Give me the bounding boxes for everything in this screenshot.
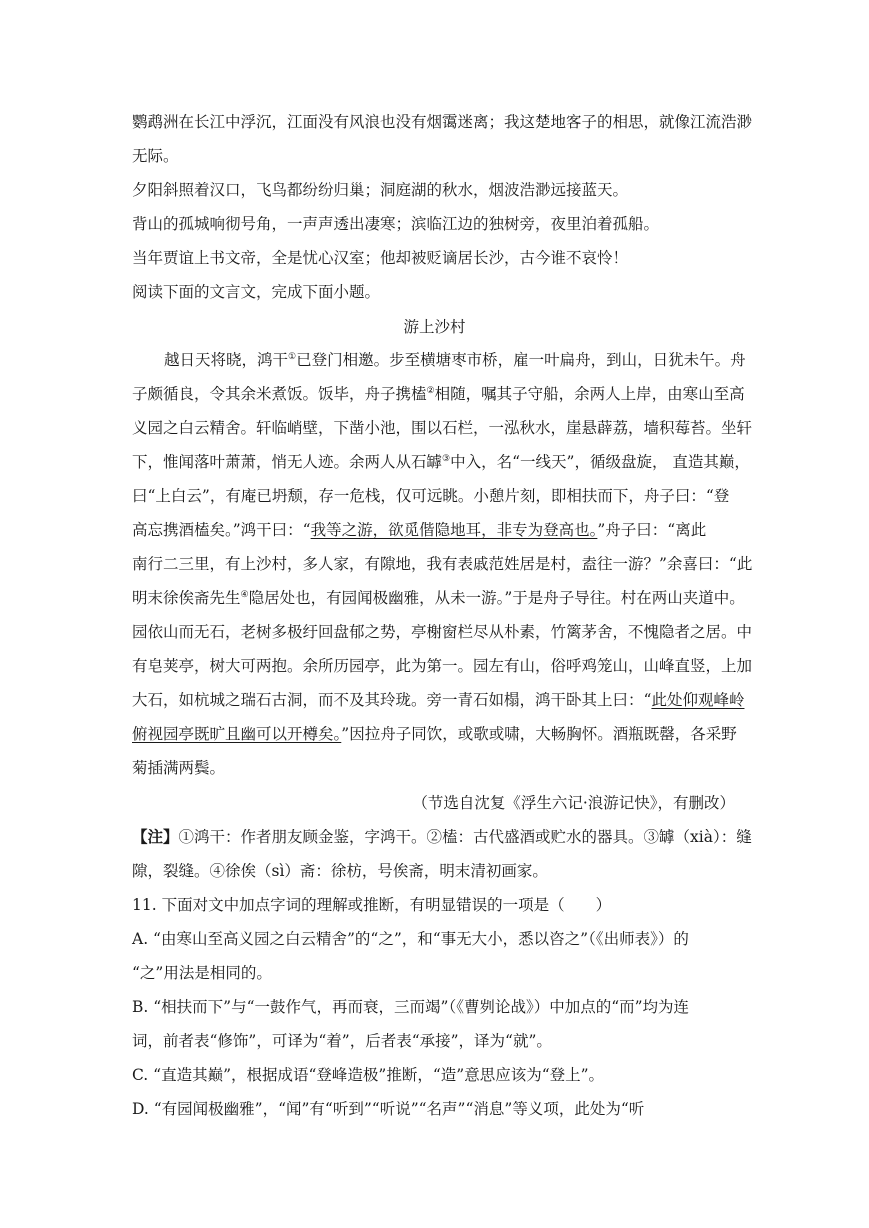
underlined-sentence: 我等之游，欲觅偕隐地耳，非专为登高也。 [310, 521, 598, 539]
essay-line: 子颇循良，令其余米煮饭。饭毕，舟子携榼②相随，嘱其子守船，余两人上岸，由寒山至高 [132, 385, 745, 403]
essay-line: 明末徐俟斋先生④隐居处也，有园闻极幽雅，从未一游。”于是舟子导往。村在两山夹道中。 [132, 589, 745, 607]
note-marker: ③ [442, 453, 451, 464]
essay-line: 有皂荚亭，树大可两抱。余所历园亭，此为第一。园左有山，俗呼鸡笼山，山峰直竖，上加 [132, 657, 753, 675]
essay-line: 高忘携酒榼矣。”鸿干曰：“我等之游，欲觅偕隐地耳，非专为登高也。”舟子曰：“离此 [132, 521, 707, 539]
notes-line: 【注】①鸿干：作者朋友顾金鉴，字鸿干。②榼：古代盛酒或贮水的器具。③罅（xià）：缝 [132, 827, 752, 846]
note-marker: ① [288, 351, 297, 362]
notes-label: 【注】 [132, 827, 179, 846]
note-marker: ② [426, 385, 435, 396]
option-a: A. “由寒山至高义园之白云精舍”的“之”，和“事无大小，悉以咨之”（《出师表》）的 [132, 930, 689, 948]
source-citation: （节选自沈复《浮生六记·浪游记快》，有删改） [412, 794, 735, 812]
essay-line: 下，惟闻落叶萧萧，悄无人迹。余两人从石罅③中入，名“一线天”，循级盘旋， 直造其巅， [132, 453, 750, 471]
essay-line: 义园之白云精舍。轩临峭壁，下凿小池，围以石栏，一泓秋水，崖悬薜荔，墙积莓苔。坐轩 [132, 419, 753, 437]
option-b: B. “相扶而下”与“一鼓作气，再而衰，三而竭”（《曹刿论战》）中加点的“而”均为连 [132, 998, 690, 1016]
option-d: D. “有园闻极幽雅”，“闻”有“听到”“听说”“名声”“消息”等义项，此处为“听 [132, 1100, 645, 1118]
essay-line: 俯视园亭既旷且幽可以开樽矣。”因拉舟子同饮，或歌或啸，大畅胸怀。酒瓶既罄，各采野 [132, 725, 737, 743]
essay-line: 菊插满两鬓。 [132, 759, 226, 777]
translation-line: 当年贾谊上书文帝，全是忧心汉室；他却被贬谪居长沙，古今谁不哀怜！ [132, 249, 629, 267]
notes-line: 隙，裂缝。④徐俟（sì）斋：徐枋，号俟斋，明末清初画家。 [132, 862, 548, 880]
underlined-sentence: 此处仰观峰岭 [651, 691, 745, 709]
option-b-cont: 词，前者表“修饰”，可译为“着”，后者表“承接”，译为“就”。 [132, 1032, 552, 1050]
option-c: C. “直造其巅”，根据成语“登峰造极”推断，“造”意思应该为“登上”。 [132, 1066, 605, 1084]
option-a-cont: “之”用法是相同的。 [132, 964, 272, 982]
instruction-text: 阅读下面的文言文，完成下面小题。 [132, 283, 381, 301]
translation-line: 夕阳斜照着汉口，飞鸟都纷纷归巢；洞庭湖的秋水，烟波浩渺远接蓝天。 [132, 181, 629, 199]
essay-line: 南行二三里，有上沙村，多人家，有隙地，我有表戚范姓居是村，盍往一游？”余喜曰：“此 [132, 555, 753, 573]
essay-title: 游上沙村 [403, 318, 466, 336]
translation-line: 鹦鹉洲在长江中浮沉，江面没有风浪也没有烟霭迷离；我这楚地客子的相思，就像江流浩渺 [132, 113, 753, 131]
essay-line: 越日天将晓，鸿干①已登门相邀。步至横塘枣市桥，雇一叶扁舟，到山，日犹未午。舟 [164, 351, 746, 369]
translation-line: 背山的孤城响彻号角，一声声透出凄寒；滨临江边的独树旁，夜里泊着孤船。 [132, 215, 660, 233]
essay-line: 园依山而无石，老树多极纡回盘郁之势，亭榭窗栏尽从朴素，竹篱茅舍，不愧隐者之居。中 [132, 623, 753, 641]
translation-line: 无际。 [132, 147, 179, 165]
essay-line: 大石，如杭城之瑞石古洞，而不及其玲珑。旁一青石如榻，鸿干卧其上曰：“此处仰观峰岭 [132, 691, 745, 709]
underlined-sentence: 俯视园亭既旷且幽可以开樽矣。 [132, 725, 342, 743]
essay-line: 曰“上白云”，有庵已坍颓，存一危栈，仅可远眺。小憩片刻，即相扶而下，舟子曰：“登 [132, 487, 730, 505]
note-marker: ④ [240, 589, 249, 600]
question-stem: 11. 下面对文中加点字词的理解或推断，有明显错误的一项是（ ） [132, 896, 612, 914]
